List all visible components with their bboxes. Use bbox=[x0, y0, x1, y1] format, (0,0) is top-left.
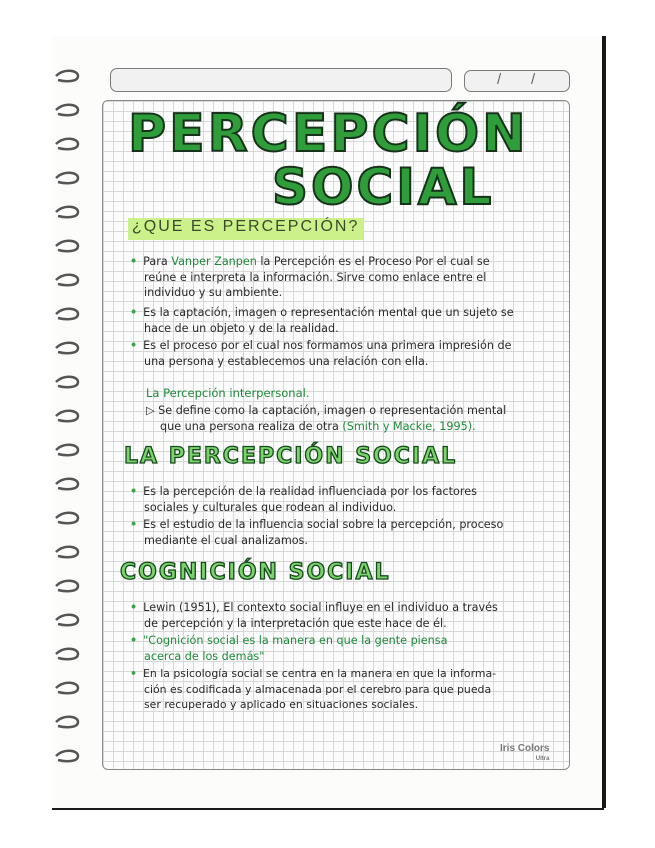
section2-bullet-2-quote bbox=[130, 633, 447, 664]
text-fragment: "Cognición social es la manera en que la gente piensa bbox=[143, 634, 448, 647]
text-fragment: que una persona realiza de otra bbox=[160, 419, 339, 433]
header-line bbox=[110, 68, 452, 92]
title-line-2: SOCIAL bbox=[272, 158, 495, 216]
text-line: acerca de los demás" bbox=[144, 649, 265, 663]
bullet-dot: • bbox=[130, 634, 138, 647]
text-fragment: Es el estudio de la influencia social sobre la percepción, proceso bbox=[143, 518, 504, 531]
section1-bullet-1 bbox=[130, 484, 477, 515]
bullet-dot: • bbox=[130, 667, 137, 680]
intro-bullet-3 bbox=[130, 338, 511, 369]
section1-bullet-2 bbox=[130, 517, 503, 548]
section-title-cognicion-social: COGNICIÓN SOCIAL bbox=[120, 560, 391, 585]
spiral-binding bbox=[54, 60, 82, 780]
text-line: sociales y culturales que rodean al individuo. bbox=[144, 500, 397, 514]
text-line: mediante el cual analizamos. bbox=[144, 533, 308, 547]
bullet-dot: • bbox=[130, 306, 138, 319]
title-line-1: PERCEPCIÓN bbox=[128, 104, 529, 164]
date-field bbox=[464, 70, 570, 92]
author-name: Vanper Zanpen bbox=[171, 255, 257, 268]
text-fragment: Es la captación, imagen o representación mental que un sujeto se bbox=[143, 306, 514, 319]
interpersonal-heading: La Percepción interpersonal. bbox=[146, 386, 310, 400]
brand-name: Iris Colors bbox=[500, 743, 550, 754]
text-fragment: la Percepción es el Proceso Por el cual se bbox=[256, 255, 490, 268]
bullet-dot: • bbox=[130, 255, 138, 268]
date-slash: / bbox=[497, 71, 502, 88]
citation: (Smith y Mackie, 1995). bbox=[338, 419, 476, 433]
bullet-dot: • bbox=[130, 518, 138, 531]
question-heading: ¿QUE ES PERCEPCIÓN? bbox=[128, 218, 363, 240]
text-fragment: Es la percepción de la realidad influenciada por los factores bbox=[143, 485, 477, 498]
text-line: ser recuperado y aplicado en situaciones sociales. bbox=[144, 698, 419, 711]
text-fragment: Lewin (1951), El contexto social influye en el individuo a través bbox=[143, 601, 498, 614]
section-title-percepcion-social: LA PERCEPCIÓN SOCIAL bbox=[124, 444, 458, 469]
section2-bullet-1 bbox=[130, 600, 498, 631]
section2-bullet-3 bbox=[130, 666, 496, 713]
bullet-dot: • bbox=[130, 485, 138, 498]
interpersonal-definition bbox=[146, 403, 506, 434]
text-fragment: Es el proceso por el cual nos formamos una primera impresión de bbox=[143, 339, 512, 352]
intro-bullet-1 bbox=[130, 254, 490, 301]
text-line: una persona y establecemos una relación con ella. bbox=[144, 354, 429, 368]
intro-bullet-2 bbox=[130, 305, 514, 336]
text-line: reúne e interpreta la información. Sirve como enlace entre el bbox=[144, 270, 487, 284]
text-line: hace de un objeto y de la realidad. bbox=[144, 321, 339, 335]
brand-sub: Ultra bbox=[535, 756, 550, 762]
bullet-dot: • bbox=[130, 339, 138, 352]
text-line: ción es codificada y almacenada por el cerebro para que pueda bbox=[144, 682, 492, 696]
text-fragment: Para bbox=[143, 255, 172, 268]
bullet-dot: • bbox=[130, 601, 138, 614]
date-slash: / bbox=[531, 71, 536, 88]
text-line: de percepción y la interpretación que este hace de él. bbox=[144, 616, 447, 630]
text-fragment: En la psicología social se centra en la manera en que la informa- bbox=[142, 667, 497, 680]
text-line: individuo y su ambiente. bbox=[144, 286, 283, 299]
text-line: ▷ Se define como la captación, imagen o representación mental bbox=[146, 404, 507, 417]
brand-logo bbox=[500, 744, 549, 764]
